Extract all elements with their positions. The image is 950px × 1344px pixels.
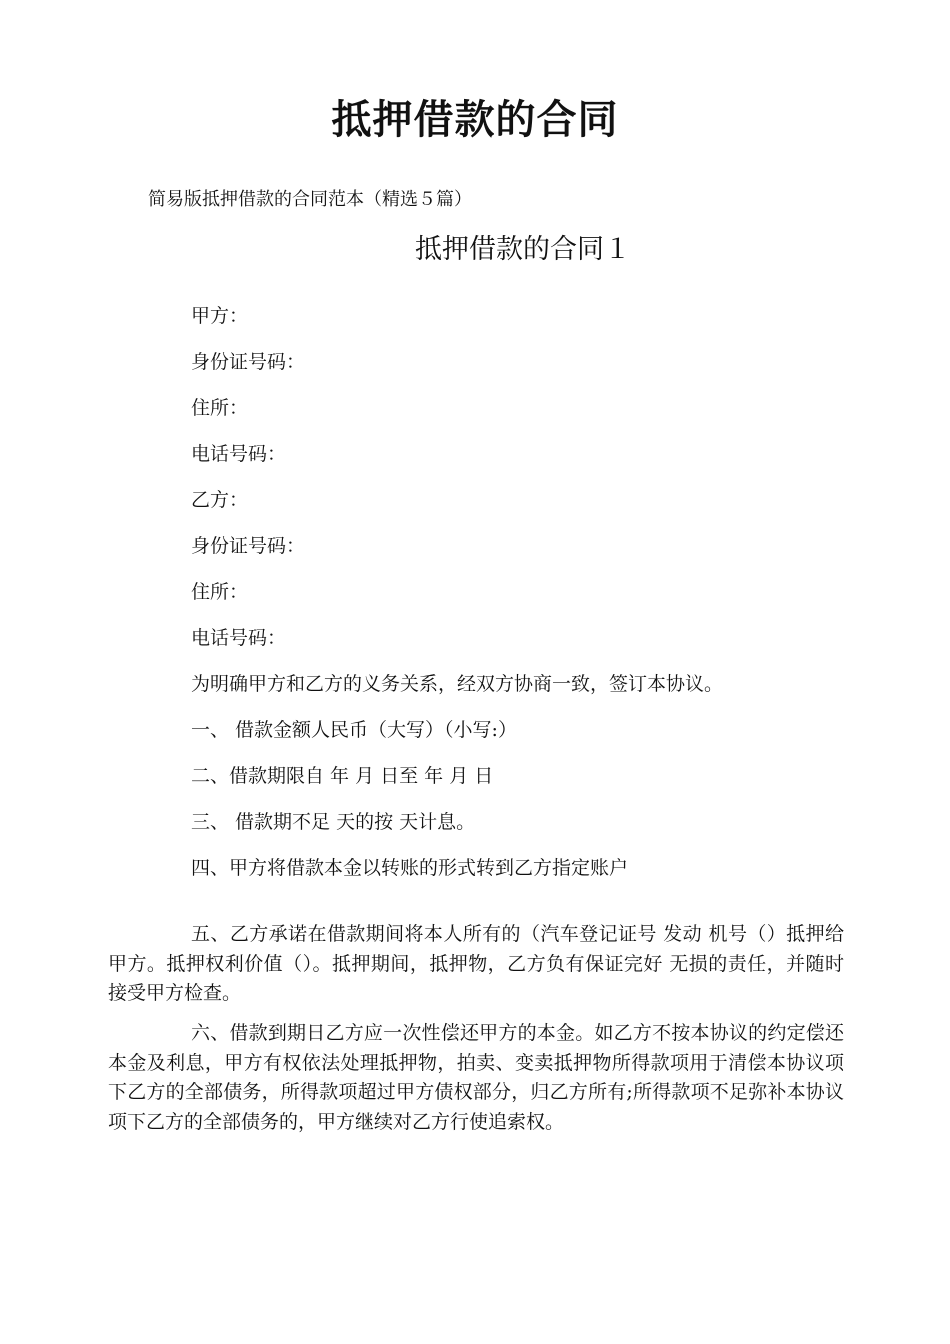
clause-4: 四、甲方将借款本金以转账的形式转到乙方指定账户 bbox=[191, 857, 629, 879]
clause-3: 三、 借款期不足 天的按 天计息。 bbox=[191, 811, 476, 833]
clause-1: 一、 借款金额人民币（大写）（小写:） bbox=[191, 719, 517, 741]
clause-2: 二、借款期限自 年 月 日至 年 月 日 bbox=[191, 765, 494, 787]
document-title: 抵押借款的合同 bbox=[331, 96, 619, 143]
party-a-label: 甲方： bbox=[191, 305, 249, 327]
party-a-address-label: 住所： bbox=[191, 397, 249, 419]
clause-6: 六、借款到期日乙方应一次性偿还甲方的本金。如乙方不按本协议的约定偿还本金及利息，甲方有权依法处理抵押物，拍卖、变卖抵押物所得款项用于清偿本协议项下乙方的全部债务，所得款项超过甲方债权部分，归乙方所有;所得款项不足弥补本协议项下乙方的全部债务的，甲方继续对乙方行使追索权。 bbox=[108, 1022, 844, 1133]
party-b-id-label: 身份证号码： bbox=[191, 535, 306, 557]
party-a-id-label: 身份证号码： bbox=[191, 351, 306, 373]
party-b-label: 乙方： bbox=[191, 489, 249, 511]
party-b-phone-label: 电话号码： bbox=[191, 627, 287, 649]
party-b-address-label: 住所： bbox=[191, 581, 249, 603]
contract-field-list bbox=[191, 302, 723, 900]
agreement-intro: 为明确甲方和乙方的义务关系，经双方协商一致，签订本协议。 bbox=[191, 673, 724, 695]
document-subtitle: 简易版抵押借款的合同范本（精选５篇） bbox=[148, 189, 472, 210]
section-title: 抵押借款的合同１ bbox=[415, 234, 631, 265]
party-a-phone-label: 电话号码： bbox=[191, 443, 287, 465]
clause-5: 五、乙方承诺在借款期间将本人所有的（汽车登记证号 发动 机号（）抵押给甲方。抵押权利价值（）。抵押期间，抵押物，乙方负有保证完好 无损的责任，并随时接受甲方检查。 bbox=[108, 923, 844, 1004]
